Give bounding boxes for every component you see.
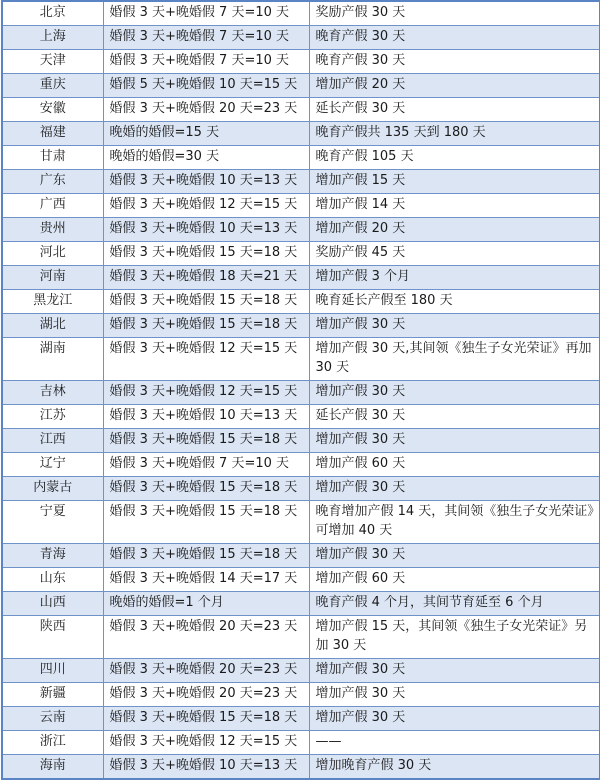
maternity-leave-cell: 增加产假 30 天,其间领《独生子女光荣证》再加 30 天: [309, 338, 600, 381]
maternity-leave-cell: 增加产假 15 天，其间领《独生子女光荣证》另加 30 天: [309, 616, 600, 659]
marriage-leave-cell: 晚婚的婚假=30 天: [103, 146, 309, 170]
province-cell: 湖北: [2, 314, 103, 338]
marriage-leave-cell: 婚假 3 天+晚婚假 15 天=18 天: [103, 501, 309, 544]
maternity-leave-cell: 延长产假 30 天: [309, 98, 600, 122]
maternity-leave-cell: 晚育产假 30 天: [309, 50, 600, 74]
marriage-leave-cell: 婚假 3 天+晚婚假 15 天=18 天: [103, 314, 309, 338]
province-cell: 内蒙古: [2, 477, 103, 501]
maternity-leave-cell: 增加产假 60 天: [309, 453, 600, 477]
table-row: [2, 453, 600, 477]
province-cell: 广西: [2, 194, 103, 218]
table-row: [2, 405, 600, 429]
table-row: [2, 146, 600, 170]
province-cell: 黑龙江: [2, 290, 103, 314]
marriage-leave-cell: 婚假 3 天+晚婚假 15 天=18 天: [103, 544, 309, 568]
maternity-leave-cell: 奖励产假 30 天: [309, 1, 600, 26]
maternity-leave-cell: 增加产假 30 天: [309, 659, 600, 683]
marriage-leave-cell: 婚假 3 天+晚婚假 14 天=17 天: [103, 568, 309, 592]
table-row: [2, 218, 600, 242]
maternity-leave-cell: 增加产假 30 天: [309, 544, 600, 568]
marriage-leave-cell: 婚假 3 天+晚婚假 20 天=23 天: [103, 98, 309, 122]
marriage-leave-cell: 婚假 3 天+晚婚假 20 天=23 天: [103, 616, 309, 659]
marriage-leave-cell: 婚假 3 天+晚婚假 15 天=18 天: [103, 707, 309, 731]
marriage-leave-cell: 婚假 3 天+晚婚假 15 天=18 天: [103, 290, 309, 314]
province-cell: 重庆: [2, 74, 103, 98]
table-row: [2, 74, 600, 98]
province-cell: 甘肃: [2, 146, 103, 170]
maternity-leave-cell: 延长产假 30 天: [309, 405, 600, 429]
province-cell: 河南: [2, 266, 103, 290]
leave-policy-table: [1, 0, 600, 780]
table-row: [2, 501, 600, 544]
marriage-leave-cell: 婚假 3 天+晚婚假 10 天=13 天: [103, 218, 309, 242]
table-body: [2, 1, 600, 779]
maternity-leave-cell: 晚育产假 4 个月，其间节育延至 6 个月: [309, 592, 600, 616]
marriage-leave-cell: 婚假 3 天+晚婚假 12 天=15 天: [103, 194, 309, 218]
marriage-leave-cell: 婚假 3 天+晚婚假 10 天=13 天: [103, 170, 309, 194]
maternity-leave-cell: 增加产假 14 天: [309, 194, 600, 218]
table-row: [2, 659, 600, 683]
province-cell: 江西: [2, 429, 103, 453]
table-row: [2, 338, 600, 381]
maternity-leave-cell: 增加产假 60 天: [309, 568, 600, 592]
marriage-leave-cell: 婚假 3 天+晚婚假 7 天=10 天: [103, 50, 309, 74]
table-row: [2, 477, 600, 501]
maternity-leave-cell: 晚育产假 105 天: [309, 146, 600, 170]
maternity-leave-cell: 晚育产假 30 天: [309, 26, 600, 50]
marriage-leave-cell: 婚假 3 天+晚婚假 15 天=18 天: [103, 477, 309, 501]
maternity-leave-cell: 增加产假 20 天: [309, 218, 600, 242]
province-cell: 山西: [2, 592, 103, 616]
marriage-leave-cell: 婚假 3 天+晚婚假 12 天=15 天: [103, 381, 309, 405]
table-row: [2, 592, 600, 616]
marriage-leave-cell: 婚假 3 天+晚婚假 10 天=13 天: [103, 755, 309, 780]
maternity-leave-cell: 增加产假 30 天: [309, 683, 600, 707]
table-row: [2, 290, 600, 314]
marriage-leave-cell: 婚假 3 天+晚婚假 10 天=13 天: [103, 405, 309, 429]
marriage-leave-cell: 婚假 3 天+晚婚假 15 天=18 天: [103, 242, 309, 266]
marriage-leave-cell: 婚假 3 天+晚婚假 20 天=23 天: [103, 683, 309, 707]
marriage-leave-cell: 婚假 5 天+晚婚假 10 天=15 天: [103, 74, 309, 98]
province-cell: 辽宁: [2, 453, 103, 477]
province-cell: 河北: [2, 242, 103, 266]
province-cell: 海南: [2, 755, 103, 780]
marriage-leave-cell: 晚婚的婚假=1 个月: [103, 592, 309, 616]
maternity-leave-cell: 增加产假 15 天: [309, 170, 600, 194]
province-cell: 青海: [2, 544, 103, 568]
province-cell: 北京: [2, 1, 103, 26]
maternity-leave-cell: 增加晚育产假 30 天: [309, 755, 600, 780]
province-cell: 山东: [2, 568, 103, 592]
province-cell: 湖南: [2, 338, 103, 381]
province-cell: 四川: [2, 659, 103, 683]
province-cell: 新疆: [2, 683, 103, 707]
maternity-leave-cell: 增加产假 30 天: [309, 477, 600, 501]
maternity-leave-cell: 晚育产假共 135 天到 180 天: [309, 122, 600, 146]
maternity-leave-cell: 增加产假 3 个月: [309, 266, 600, 290]
marriage-leave-cell: 婚假 3 天+晚婚假 7 天=10 天: [103, 1, 309, 26]
marriage-leave-cell: 婚假 3 天+晚婚假 18 天=21 天: [103, 266, 309, 290]
table-row: [2, 194, 600, 218]
marriage-leave-cell: 婚假 3 天+晚婚假 7 天=10 天: [103, 453, 309, 477]
table-row: [2, 314, 600, 338]
table-row: [2, 731, 600, 755]
table-row: [2, 568, 600, 592]
province-cell: 云南: [2, 707, 103, 731]
table-row: [2, 1, 600, 26]
province-cell: 江苏: [2, 405, 103, 429]
province-cell: 天津: [2, 50, 103, 74]
marriage-leave-cell: 婚假 3 天+晚婚假 20 天=23 天: [103, 659, 309, 683]
maternity-leave-cell: 增加产假 30 天: [309, 429, 600, 453]
maternity-leave-cell: 晚育增加产假 14 天，其间领《独生子女光荣证》可增加 40 天: [309, 501, 600, 544]
province-cell: 安徽: [2, 98, 103, 122]
maternity-leave-cell: ——: [309, 731, 600, 755]
province-cell: 浙江: [2, 731, 103, 755]
table-row: [2, 755, 600, 780]
table-row: [2, 242, 600, 266]
table-row: [2, 98, 600, 122]
table-row: [2, 707, 600, 731]
table-row: [2, 381, 600, 405]
maternity-leave-cell: 增加产假 30 天: [309, 314, 600, 338]
marriage-leave-cell: 婚假 3 天+晚婚假 15 天=18 天: [103, 429, 309, 453]
table-row: [2, 170, 600, 194]
maternity-leave-cell: 增加产假 20 天: [309, 74, 600, 98]
table-row: [2, 616, 600, 659]
province-cell: 贵州: [2, 218, 103, 242]
maternity-leave-cell: 奖励产假 45 天: [309, 242, 600, 266]
table-row: [2, 266, 600, 290]
maternity-leave-cell: 增加产假 30 天: [309, 381, 600, 405]
table-row: [2, 50, 600, 74]
province-cell: 广东: [2, 170, 103, 194]
marriage-leave-cell: 婚假 3 天+晚婚假 12 天=15 天: [103, 338, 309, 381]
province-cell: 宁夏: [2, 501, 103, 544]
maternity-leave-cell: 晚育延长产假至 180 天: [309, 290, 600, 314]
maternity-leave-cell: 增加产假 30 天: [309, 707, 600, 731]
marriage-leave-cell: 婚假 3 天+晚婚假 7 天=10 天: [103, 26, 309, 50]
table-row: [2, 26, 600, 50]
table-row: [2, 429, 600, 453]
table-row: [2, 683, 600, 707]
table-row: [2, 122, 600, 146]
province-cell: 陕西: [2, 616, 103, 659]
province-cell: 福建: [2, 122, 103, 146]
table-row: [2, 544, 600, 568]
marriage-leave-cell: 婚假 3 天+晚婚假 12 天=15 天: [103, 731, 309, 755]
province-cell: 上海: [2, 26, 103, 50]
marriage-leave-cell: 晚婚的婚假=15 天: [103, 122, 309, 146]
province-cell: 吉林: [2, 381, 103, 405]
